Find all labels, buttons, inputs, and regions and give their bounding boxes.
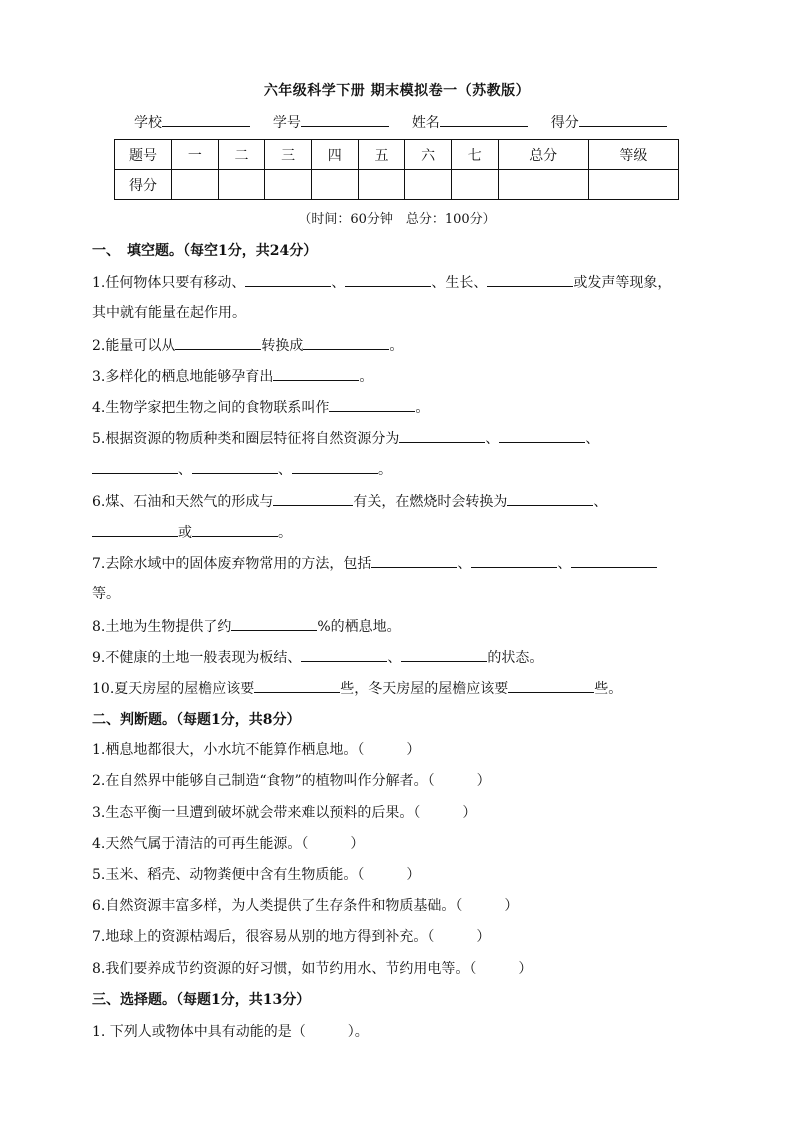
q5-text: 。 [378,462,392,478]
question-8 [92,616,401,636]
answer-blank[interactable] [92,460,178,474]
answer-blank[interactable] [329,398,415,412]
answer-blank[interactable] [401,648,487,662]
school-label: 学校 [134,115,162,131]
score-cell[interactable] [588,170,678,200]
answer-blank[interactable] [292,460,378,474]
header-cell: 等级 [588,140,678,170]
header-cell: 五 [358,140,405,170]
section2-heading: 二、判断题。（每题1分，共8分） [92,712,301,728]
header-cell: 六 [405,140,452,170]
answer-blank[interactable] [231,617,317,631]
question-7-cont: 等。 [92,586,120,602]
q5-text: 5.根据资源的物质种类和圈层特征将自然资源分为 [92,431,400,447]
q10-text: 些。 [594,681,623,697]
question-1-cont: 其中就有能量在起作用。 [92,305,246,321]
q8-text: %的栖息地。 [317,619,401,635]
answer-blank[interactable] [371,554,457,568]
student-info-line [134,112,667,132]
name-blank[interactable] [440,112,528,127]
q10-text: 10.夏天房屋的屋檐应该要 [92,681,255,697]
header-cell: 七 [451,140,498,170]
question-5-cont [92,459,392,479]
section3-heading: 三、选择题。（每题1分，共13分） [92,992,311,1008]
number-label: 学号 [272,115,301,131]
q5-text: 、 [485,431,500,447]
time-note: （时间：60分钟 总分：100分） [298,212,496,227]
header-cell: 三 [265,140,312,170]
score-cell[interactable] [405,170,452,200]
page-title: 六年级科学下册 期末模拟卷一（苏教版） [263,83,531,99]
answer-blank[interactable] [571,554,657,568]
answer-blank[interactable] [499,429,585,443]
q6-text: 或 [178,525,192,541]
score-cell[interactable] [451,170,498,200]
score-table-header-row [115,140,679,170]
q2-text: 。 [389,338,404,354]
answer-blank[interactable] [273,492,353,506]
q6-text: 。 [278,525,292,541]
judge-item: 5.玉米、稻壳、动物粪便中含有生物质能。（ ） [92,867,421,883]
question-10 [92,678,622,698]
judge-item: 2.在自然界中能够自己制造“食物”的植物叫作分解者。（ ） [92,773,491,789]
number-blank[interactable] [301,112,389,127]
q1-text: 或发声等现象， [573,275,672,291]
judge-item: 3.生态平衡一旦遭到破坏就会带来难以预料的后果。（ ） [92,805,477,821]
answer-blank[interactable] [192,523,278,537]
question-7 [92,553,657,573]
score-row-label: 得分 [115,170,172,200]
q6-text: 6.煤、石油和天然气的形成与 [92,494,274,510]
header-cell: 二 [218,140,265,170]
q4-text: 4.生物学家把生物之间的食物联系叫作 [92,400,330,416]
q9-text: 、 [387,650,402,666]
q8-text: 8.土地为生物提供了约 [92,619,232,635]
score-cell[interactable] [311,170,358,200]
header-cell: 四 [311,140,358,170]
q9-text: 9.不健康的土地一般表现为板结、 [92,650,302,666]
answer-blank[interactable] [92,523,178,537]
q10-text: 些，冬天房屋的屋檐应该要 [340,681,509,697]
question-6 [92,491,607,511]
answer-blank[interactable] [245,273,331,287]
answer-blank[interactable] [507,492,593,506]
answer-blank[interactable] [254,679,340,693]
question-5 [92,428,599,448]
q1-text: 、 [331,275,346,291]
header-cell: 一 [172,140,219,170]
answer-blank[interactable] [273,367,359,381]
question-1 [92,272,671,292]
answer-blank[interactable] [345,273,431,287]
judge-item: 1.栖息地都很大，小水坑不能算作栖息地。（ ） [92,742,421,758]
judge-item: 4.天然气属于清洁的可再生能源。（ ） [92,836,365,852]
answer-blank[interactable] [301,648,387,662]
question-2 [92,335,403,355]
q7-text: 7.去除水域中的固体废弃物常用的方法，包括 [92,556,372,572]
answer-blank[interactable] [192,460,278,474]
q6-text: 有关，在燃烧时会转换为 [353,494,508,510]
judge-item: 7.地球上的资源枯竭后，很容易从别的地方得到补充。（ ） [92,929,491,945]
score-table-score-row [115,170,679,200]
q2-text: 2.能量可以从 [92,338,176,354]
q5-text: 、 [278,462,292,478]
answer-blank[interactable] [175,336,261,350]
q3-text: 。 [359,369,374,385]
score-cell[interactable] [498,170,588,200]
question-3 [92,366,373,386]
q2-text: 转换成 [261,338,304,354]
q5-text: 、 [585,431,600,447]
choice-question-1: 1. 下列人或物体中具有动能的是（ ）。 [92,1024,369,1040]
score-cell[interactable] [265,170,312,200]
q1-text: 1.任何物体只要有移动、 [92,275,246,291]
score-blank[interactable] [579,112,667,127]
header-cell: 总分 [498,140,588,170]
judge-item: 8.我们要养成节约资源的好习惯，如节约用水、节约用电等。（ ） [92,961,533,977]
q1-text: 、生长、 [431,275,488,291]
header-cell: 题号 [115,140,172,170]
q5-text: 、 [178,462,192,478]
q7-text: 、 [557,556,572,572]
answer-blank[interactable] [508,679,594,693]
answer-blank[interactable] [487,273,573,287]
q3-text: 3.多样化的栖息地能够孕育出 [92,369,274,385]
q4-text: 。 [415,400,430,416]
score-table [114,139,679,200]
school-blank[interactable] [162,112,250,127]
answer-blank[interactable] [399,429,485,443]
question-6-cont [92,522,292,542]
question-4 [92,397,429,417]
score-cell[interactable] [172,170,219,200]
score-cell[interactable] [218,170,265,200]
name-label: 姓名 [411,115,440,131]
section1-heading: 一、 填空题。（每空1分，共24分） [92,243,318,259]
judge-item: 6.自然资源丰富多样，为人类提供了生存条件和物质基础。（ ） [92,898,519,914]
question-9 [92,647,543,667]
answer-blank[interactable] [303,336,389,350]
score-label: 得分 [550,115,579,131]
q9-text: 的状态。 [487,650,544,666]
answer-blank[interactable] [471,554,557,568]
q6-text: 、 [593,494,608,510]
score-cell[interactable] [358,170,405,200]
q7-text: 、 [457,556,472,572]
